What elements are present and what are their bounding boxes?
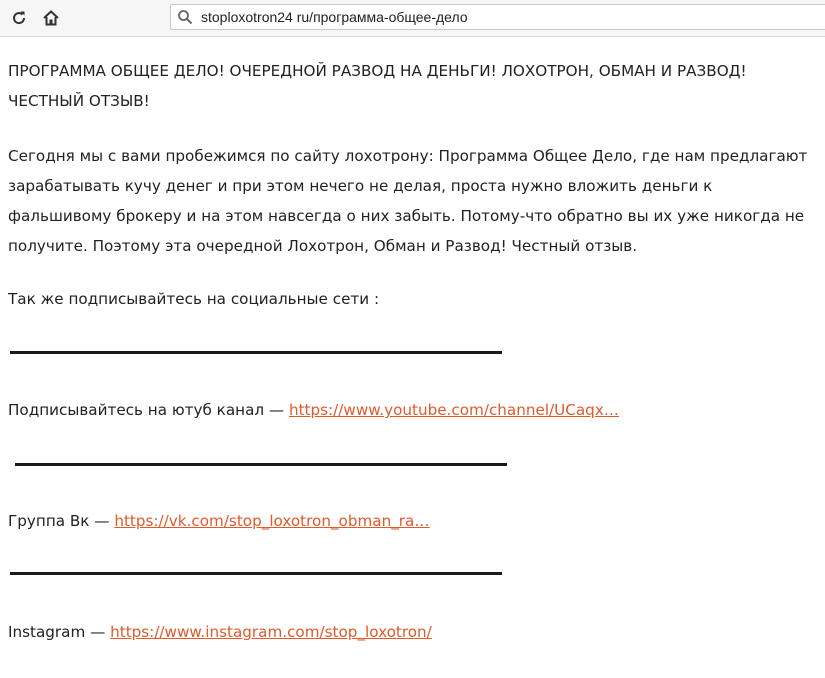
reload-button[interactable] xyxy=(8,7,30,29)
url-text[interactable]: stoploxotron24 ru/программа-общее-дело xyxy=(201,9,468,25)
vk-link[interactable]: https://vk.com/stop_loxotron_obman_ra… xyxy=(114,512,430,530)
youtube-label: Подписывайтесь на ютуб канал — xyxy=(8,401,289,419)
address-bar[interactable] xyxy=(170,4,825,30)
divider-line xyxy=(10,351,502,354)
home-icon xyxy=(42,9,60,27)
vk-label: Группа Вк — xyxy=(8,512,115,530)
browser-toolbar xyxy=(0,0,825,37)
instagram-label: Instagram — xyxy=(8,623,111,641)
reload-icon xyxy=(10,9,28,27)
vk-row xyxy=(8,506,430,536)
instagram-link[interactable]: https://www.instagram.com/stop_loxotron/ xyxy=(110,623,432,641)
article-intro: Сегодня мы с вами пробежимся по сайту лохотрону: Программа Общее Дело, где нам предлагают зарабатывать кучу денег и при этом нечего не делая, проста нужно вложить деньги к фальшивому брокеру и на этом навсегда о них забыть. Потому-что обратно вы их уже никогда не получите. Поэтому эта очередной Лохотрон, Обман и Развод! Честный отзыв. xyxy=(8,147,808,255)
youtube-row xyxy=(8,395,619,425)
social-intro: Так же подписывайтесь на социальные сети : xyxy=(8,290,380,308)
home-button[interactable] xyxy=(40,7,62,29)
article-title: ПРОГРАММА ОБЩЕЕ ДЕЛО! ОЧЕРЕДНОЙ РАЗВОД НА ДЕНЬГИ! ЛОХОТРОН, ОБМАН И РАЗВОД! ЧЕСТНЫЙ ОТЗЫВ! xyxy=(8,62,747,110)
search-icon xyxy=(177,9,193,25)
divider-line xyxy=(10,572,502,575)
youtube-link[interactable]: https://www.youtube.com/channel/UCaqx… xyxy=(288,401,619,419)
instagram-row xyxy=(8,617,432,647)
divider-line xyxy=(15,463,507,466)
